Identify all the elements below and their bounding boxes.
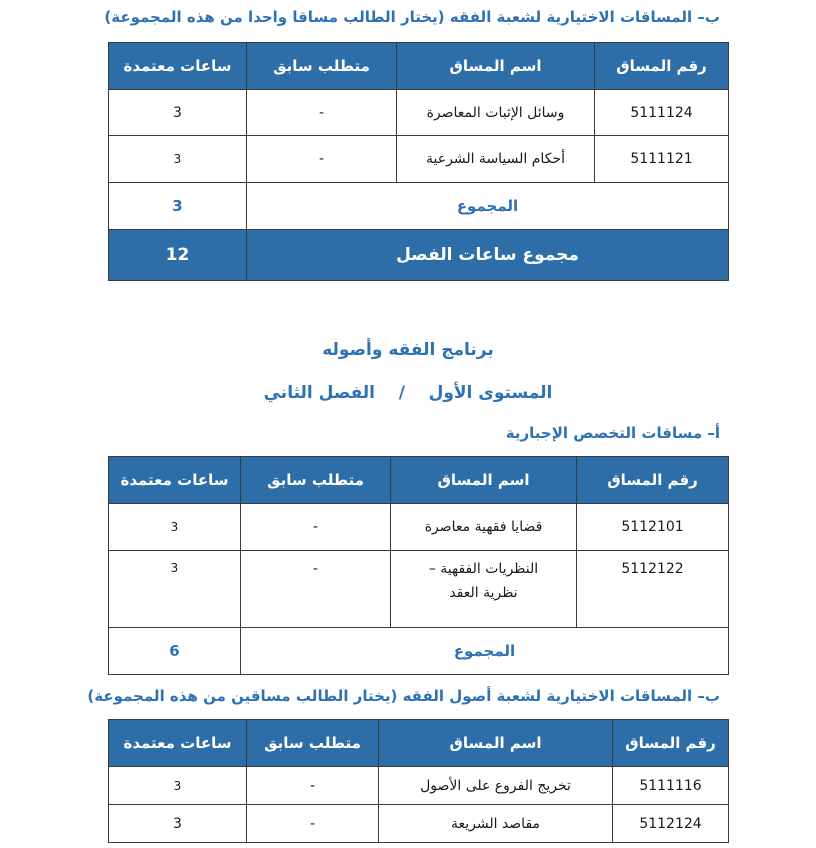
course-name-line1: النظريات الفقهية –	[428, 561, 539, 577]
course-code: 5111121	[595, 136, 729, 183]
col-header-name: اسم المساق	[397, 43, 595, 90]
program-title: برنامج الفقه وأصوله	[322, 340, 494, 360]
course-name: وسائل الإثبات المعاصرة	[397, 90, 595, 136]
col-header-hours: ساعات معتمدة	[109, 720, 247, 767]
total-label: مجموع ساعات الفصل	[247, 230, 729, 281]
course-code: 5111116	[613, 767, 729, 805]
col-header-name: اسم المساق	[379, 720, 613, 767]
col-header-prereq: متطلب سابق	[241, 457, 391, 504]
course-prereq: -	[247, 805, 379, 843]
sum-label: المجموع	[241, 628, 729, 675]
course-name	[391, 551, 577, 628]
course-name: تخريج الفروع على الأصول	[379, 767, 613, 805]
col-header-code: رقم المساق	[613, 720, 729, 767]
course-code: 5112101	[577, 504, 729, 551]
course-code: 5112122	[577, 551, 729, 628]
table-row	[109, 90, 729, 136]
course-code: 5111124	[595, 90, 729, 136]
course-prereq: -	[241, 504, 391, 551]
course-prereq: -	[247, 767, 379, 805]
course-name-line2: نظرية العقد	[449, 585, 518, 601]
col-header-name: اسم المساق	[391, 457, 577, 504]
table-row	[109, 136, 729, 183]
course-code: 5112124	[613, 805, 729, 843]
elective-fiqh-table	[108, 42, 729, 281]
col-header-hours: ساعات معتمدة	[109, 43, 247, 90]
course-name: مقاصد الشريعة	[379, 805, 613, 843]
col-header-prereq: متطلب سابق	[247, 720, 379, 767]
section-b1-heading: ب– المساقات الاختيارية لشعبة الفقه (يختار الطالب مساقا واحدا من هذه المجموعة)	[104, 8, 720, 26]
sum-label: المجموع	[247, 183, 729, 230]
section-b2-heading: ب– المساقات الاختيارية لشعبة أصول الفقه (يختار الطالب مساقين من هذه المجموعة)	[87, 687, 720, 705]
course-prereq: -	[247, 90, 397, 136]
table-header-row	[109, 457, 729, 504]
col-header-code: رقم المساق	[595, 43, 729, 90]
course-hours: 3	[109, 136, 247, 183]
col-header-hours: ساعات معتمدة	[109, 457, 241, 504]
table-row	[109, 504, 729, 551]
total-value: 12	[109, 230, 247, 281]
section-a-heading: أ– مساقات التخصص الإجبارية	[505, 424, 720, 442]
sum-value: 3	[109, 183, 247, 230]
col-header-code: رقم المساق	[577, 457, 729, 504]
course-hours: 3	[109, 90, 247, 136]
table-header-row	[109, 43, 729, 90]
table-header-row	[109, 720, 729, 767]
course-hours: 3	[109, 805, 247, 843]
course-prereq: -	[241, 551, 391, 628]
sum-row	[109, 628, 729, 675]
course-name: قضايا فقهية معاصرة	[391, 504, 577, 551]
course-hours: 3	[109, 551, 241, 628]
sum-row	[109, 183, 729, 230]
course-hours: 3	[109, 504, 241, 551]
elective-usul-table	[108, 719, 729, 843]
level-semester-line: المستوى الأول / الفصل الثاني	[263, 383, 553, 403]
course-hours: 3	[109, 767, 247, 805]
table-row	[109, 551, 729, 628]
col-header-prereq: متطلب سابق	[247, 43, 397, 90]
course-prereq: -	[247, 136, 397, 183]
total-row	[109, 230, 729, 281]
table-row	[109, 767, 729, 805]
sum-value: 6	[109, 628, 241, 675]
table-row	[109, 805, 729, 843]
course-name: أحكام السياسة الشرعية	[397, 136, 595, 183]
mandatory-courses-table	[108, 456, 729, 675]
